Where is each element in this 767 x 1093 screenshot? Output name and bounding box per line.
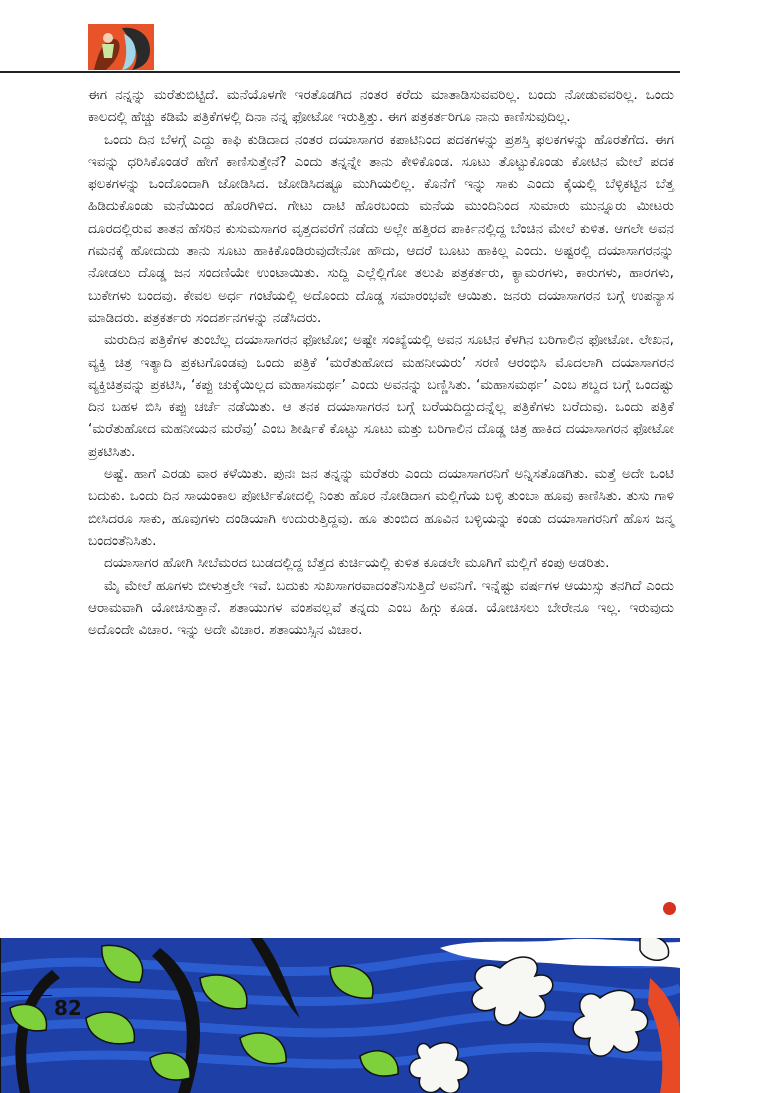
end-mark-dot-icon <box>663 902 676 915</box>
paragraph: ಈಗ ನನ್ನನ್ನು ಮರೆತುಬಿಟ್ಟಿದೆ. ಮನೆಯೊಳಗೇ ಇರತೊಡಗಿದ ನಂತರ ಕರೆದು ಮಾತಾಡಿಸುವವರಿಲ್ಲ. ಬಂದು ನೋಡುವವರಿಲ್ಲ. ಒಂದು ಕಾಲದಲ್ಲಿ ಹೆಚ್ಚು ಕಡಿಮೆ ಪತ್ರಿಕೆಗಳಲ್ಲಿ ದಿನಾ ನನ್ನ ಫೋಟೋ ಇರುತ್ತಿತ್ತು. ಈಗ ಪತ್ರಕರ್ತರಿಗೂ ನಾನು ಕಾಣಿಸುವುದಿಲ್ಲ. <box>88 87 674 126</box>
paragraph: ಮೈ ಮೇಲೆ ಹೂಗಳು ಬೀಳುತ್ತಲೇ ಇವೆ. ಬದುಕು ಸುಖಸಾಗರವಾದಂತೆನಿಸುತ್ತಿದೆ ಅವನಿಗೆ. ಇನ್ನೆಷ್ಟು ವರ್ಷಗಳ ಆಯುಸ್ಸು ತನಗಿದೆ ಎಂದು ಆರಾಮವಾಗಿ ಯೋಚಿಸುತ್ತಾನೆ. ಶತಾಯುಗಳ ವಂಶವಲ್ಲವೆ ತನ್ನದು ಎಂಬ ಹಿಗ್ಗು ಕೂಡ. ಯೋಚಿಸಲು ಬೇರೇನೂ ಇಲ್ಲ. ಇರುವುದು ಅದೊಂದೇ ವಿಚಾರ. ಇನ್ನು ಅದೇ ವಿಚಾರ. ಶತಾಯುಸ್ಸಿನ ವಿಚಾರ. <box>88 577 674 639</box>
footer-artwork <box>0 938 680 1093</box>
paragraph: ದಯಾಸಾಗರ ಹೋಗಿ ಸೀಬೆಮರದ ಬುಡದಲ್ಲಿದ್ದ ಬೆತ್ತದ ಕುರ್ಚಿಯಲ್ಲಿ ಕುಳಿತ ಕೂಡಲೇ ಮೂಗಿಗೆ ಮಲ್ಲಿಗೆ ಕಂಪು ಅಡರಿತು. <box>104 555 610 572</box>
page-number-rule <box>0 995 52 996</box>
paragraph: ಒಂದು ದಿನ ಬೆಳಗ್ಗೆ ಎದ್ದು ಕಾಫಿ ಕುಡಿದಾದ ನಂತರ ದಯಾಸಾಗರ ಕಪಾಟಿನಿಂದ ಪದಕಗಳನ್ನು ಪ್ರಶಸ್ತಿ ಫಲಕಗಳನ್ನು ಹೊರತೆಗೆದ. ಈಗ ಇವನ್ನು ಧರಿಸಿಕೊಂಡರೆ ಹೇಗೆ ಕಾಣಿಸುತ್ತೇನೆ? ಎಂದು ತನ್ನನ್ನೇ ತಾನು ಕೇಳಿಕೊಂಡ. ಸೂಟು ತೊಟ್ಟುಕೊಂಡು ಕೋಟಿನ ಮೇಲೆ ಪದಕ ಫಲಕಗಳನ್ನು ಒಂದೊಂದಾಗಿ ಜೋಡಿಸಿದ. ಜೋಡಿಸಿದಷ್ಟೂ ಮುಗಿಯಲಿಲ್ಲ. ಕೊನೆಗೆ ಇನ್ನು ಸಾಕು ಎಂದು ಕೈಯಲ್ಲಿ ಬೆಳ್ಳಿಕಟ್ಟಿನ ಬೆತ್ತ ಹಿಡಿದುಕೊಂಡು ಮನೆಯಿಂದ ಹೊರಗಿಳಿದ. ಗೇಟು ದಾಟಿ ಹೊರಬಂದು ಮನೆಯ ಮುಂದಿನಿಂದ ಸುಮಾರು ಮುನ್ನೂರು ಮೀಟರು ದೂರದಲ್ಲಿರುವ ತಾತನ ಹೆಸರಿನ ಕುಸುಮಸಾಗರ ವೃತ್ತದವರೆಗೆ ನಡೆದು ಅಲ್ಲೇ ಹತ್ತಿರದ ಪಾರ್ಕಿನಲ್ಲಿದ್ದ ಬೆಂಚಿನ ಮೇಲೆ ಕುಳಿತ. ಆಗಲೇ ಅವನ ಗಮನಕ್ಕೆ ಹೋದುದು ತಾನು ಸೂಟು ಹಾಕಿಕೊಂಡಿರುವುದೇನೋ ಹೌದು, ಆದರೆ ಬೂಟು ಹಾಕಿಲ್ಲ ಎಂದು. ಅಷ್ಟರಲ್ಲಿ ದಯಾಸಾಗರನನ್ನು ನೋಡಲು ದೊಡ್ಡ ಜನ ಸಂದಣಿಯೇ ಉಂಟಾಯಿತು. ಸುದ್ದಿ ಎಲ್ಲೆಲ್ಲಿಗೋ ತಲುಪಿ ಪತ್ರಕರ್ತರು, ಕ್ಯಾಮರಗಳು, ಕಾರುಗಳು, ಹಾರಗಳು, ಬುಕೇಗಳು ಬಂದವು. ಕೇವಲ ಅರ್ಧ ಗಂಟೆಯಲ್ಲಿ ಅದೊಂದು ದೊಡ್ಡ ಸಮಾರಂಭವೇ ಆಯಿತು. ಜನರು ದಯಾಸಾಗರನ ಬಗ್ಗೆ ಉಪನ್ಯಾಸ ಮಾಡಿದರು. ಪತ್ರಕರ್ತರು ಸಂದರ್ಶನಗಳನ್ನು ನಡೆಸಿದರು. <box>88 131 674 326</box>
header-rule <box>0 71 680 73</box>
article-body <box>88 84 674 641</box>
paragraph: ಮರುದಿನ ಪತ್ರಿಕೆಗಳ ತುಂಬೆಲ್ಲ ದಯಾಸಾಗರನ ಫೋಟೋ; ಅಷ್ಟೇ ಸಂಖ್ಯೆಯಲ್ಲಿ ಅವನ ಸೂಟಿನ ಕೆಳಗಿನ ಬರಿಗಾಲಿನ ಫೋಟೋ. ಲೇಖನ, ವ್ಯಕ್ತಿ ಚಿತ್ರ ಇತ್ಯಾದಿ ಪ್ರಕಟಗೊಂಡವು ಒಂದು ಪತ್ರಿಕೆ ‘ಮರೆತುಹೋದ ಮಹನೀಯರು’ ಸರಣಿ ಆರಂಭಿಸಿ ಮೊದಲಾಗಿ ದಯಾಸಾಗರನ ವ್ಯಕ್ತಿಚಿತ್ರವನ್ನು ಪ್ರಕಟಿಸಿ, ‘ಕಪ್ಪು ಚುಕ್ಕೆಯಿಲ್ಲದ ಮಹಾಸಮರ್ಥ’ ಎಂದು ಅವನನ್ನು ಬಣ್ಣಿಸಿತು. ‘ಮಹಾಸಮರ್ಥ’ ಎಂಬ ಶಬ್ದದ ಬಗ್ಗೆ ಒಂದಷ್ಟು ದಿನ ಬಹಳ ಬಿಸಿ ಕಪ್ಪು ಚರ್ಚೆ ನಡೆಯಿತು. ಆ ತನಕ ದಯಾಸಾಗರನ ಬಗ್ಗೆ ಬರೆಯದಿದ್ದುದನ್ನೆಲ್ಲ ಪತ್ರಿಕೆಗಳು ಬರೆದುವು. ಒಂದು ಪತ್ರಿಕೆ ‘ಮರೆತುಹೋದ ಮಹನೀಯನ ಮರೆವು’ ಎಂಬ ಶೀರ್ಷಿಕೆ ಕೊಟ್ಟು ಸೂಟು ಮತ್ತು ಬರಿಗಾಲಿನ ದೊಡ್ಡ ಚಿತ್ರ ಹಾಕಿದ ದಯಾಸಾಗರನ ಫೋಟೋ ಪ್ರಕಟಿಸಿತು. <box>88 332 674 460</box>
paragraph: ಅಷ್ಟೆ. ಹಾಗೆ ಎರಡು ವಾರ ಕಳೆಯಿತು. ಪುನಃ ಜನ ತನ್ನನ್ನು ಮರೆತರು ಎಂದು ದಯಾಸಾಗರನಿಗೆ ಅನ್ನಿಸತೊಡಗಿತು. ಮತ್ತೆ ಅದೇ ಒಂಟಿ ಬದುಕು. ಒಂದು ದಿನ ಸಾಯಂಕಾಲ ಪೋರ್ಟಿಕೋದಲ್ಲಿ ನಿಂತು ಹೊರ ನೋಡಿದಾಗ ಮಲ್ಲಿಗೆಯ ಬಳ್ಳಿ ತುಂಬಾ ಹೂವು ಕಾಣಿಸಿತು. ತುಸು ಗಾಳಿ ಬೀಸಿದರೂ ಸಾಕು, ಹೂವುಗಳು ದಂಡಿಯಾಗಿ ಉದುರುತ್ತಿದ್ದವು. ಹೂ ತುಂಬಿದ ಹೂವಿನ ಬಳ್ಳಿಯನ್ನು ಕಂಡು ದಯಾಸಾಗರನಿಗೆ ಹೊಸ ಜನ್ಮ ಬಂದಂತೆನಿಸಿತು. <box>88 466 674 549</box>
page-number: 82 <box>54 996 82 1020</box>
header-illustration-logo <box>88 24 154 70</box>
